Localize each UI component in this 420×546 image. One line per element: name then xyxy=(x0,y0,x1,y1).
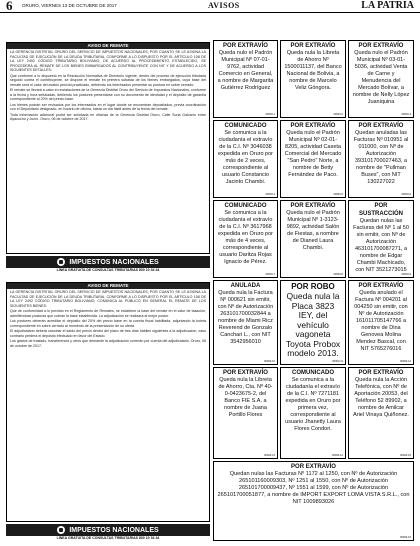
ad-ref: 00000-13 xyxy=(264,454,275,457)
ad-title: POR SUSTRACCIÓN xyxy=(358,203,403,217)
ad-body: Se comunica a la ciudadanía el extravío de la C.I. Nº 3046038 expedida en Oruro por más de 2 veces, correspondiente al usuario Constancio Jacinto Chambi. xyxy=(217,130,274,185)
ad-title: POR EXTRAVÍO xyxy=(223,43,268,49)
ad-body: Queda nulo el Padrón Municipal Nº 03-01-5036, actividad Venta de Carne y Menudencia del Mercado Bolívar, a nombre de Nelly López Juaniquina xyxy=(352,50,410,105)
ad-title: POR ROBO xyxy=(291,282,335,291)
ad-body: Queda nulo el Padrón Municipal Nº 07-01-9762, actividad Comercio en General, a nombre de Margarita Gutiérrez Rodríguez xyxy=(217,50,274,91)
ad-ref: 00000-2 xyxy=(333,113,343,116)
ad-title: COMUNICADO xyxy=(292,370,334,376)
classified-ad-2 xyxy=(280,40,346,118)
classified-ad-16 xyxy=(213,461,414,541)
notice-paragraph: Que de conformidad a lo previsto en el Reglamento de Remates, se establece la base del remate en el valor de tasación, admitiéndose posturas que cubran la base establecida. La adjudicación se realizará al mejor postor. xyxy=(10,309,206,318)
ad-title: POR EXTRAVÍO xyxy=(223,370,268,376)
notice-title: AVISO DE REMATE xyxy=(7,283,209,289)
impuestos-name: IMPUESTOS NACIONALES xyxy=(69,526,159,534)
impuestos-name: IMPUESTOS NACIONALES xyxy=(69,258,159,266)
ad-body: Queda nula la Libreta de Ahorro, Cta. Nº 40-0-0423675-2, del Banco FIE S.A. a nombre de Juana Portillo Flores xyxy=(218,377,273,418)
notice-paragraph: Los gastos de traslado, transferencia y otros que demande la adjudicación correrán por cuenta del adjudicatario. Oruro, 06 de octubre de 2017. xyxy=(10,339,206,348)
section-title: AVISOS xyxy=(208,1,240,10)
classified-ad-6 xyxy=(348,120,414,198)
impuestos-banner-1 xyxy=(6,256,210,274)
notice-paragraph: LA GERENCIA DISTRITAL ORURO DEL SERVICIO DE IMPUESTOS NACIONALES, POR CUANTO SE LE ASIGNA LA FACULTAD DE EJECUCIÓN DE LA DEUDA TRIBUTARIA, CONFORME A LO DISPUESTO POR EL ARTÍCULO 108 DE LA LEY 2492 CÓDIGO TRIBUTARIO BOLIVIANO, COMUNICA AL PÚBLICO EN GENERAL EL REMATE DE LOS SIGUIENTES BIENES: xyxy=(10,290,206,308)
notice-paragraph: Toda información adicional podrá ser solicitada en oficinas de la Gerencia Distrital Oruro, Calle Soria Galvarro entre Ayacucho y Junín. Oruro, 06 de octubre de 2017. xyxy=(10,112,206,121)
notice-paragraph: El remate se llevará a cabo en instalaciones de la Gerencia Distrital Oruro del Servicio de Impuestos Nacionales, conforme a la fecha y hora señaladas, debiendo los postores presentarse con su documento de identidad y el depósito de garantía correspondiente al 20% del precio base. xyxy=(10,88,206,101)
ad-title: POR EXTRAVÍO xyxy=(290,123,336,129)
notice-paragraph: Que conforme a lo dispuesto en la Resolución Normativa de Directorio vigente, dentro del proceso de ejecución tributaria seguido contra el contribuyente, se dispone el remate en primera subasta de los bienes embargados, cuya base del remate será el valor del avalúo pericial practicado, debiendo los interesados presentar su postura en sobre cerrado. xyxy=(10,73,206,87)
impuestos-logo-icon xyxy=(57,258,65,266)
ad-ref: 00000-11 xyxy=(332,360,343,363)
ad-ref: 00000-14 xyxy=(332,454,343,457)
ad-ref: 00000-16 xyxy=(400,536,411,539)
ad-ref: 00000-7 xyxy=(265,273,275,276)
classified-ad-4 xyxy=(213,120,278,198)
classified-ad-10 xyxy=(213,280,278,365)
notice-body xyxy=(7,289,209,522)
ad-title: POR EXTRAVÍO xyxy=(358,43,404,49)
ad-ref: 00000-6 xyxy=(401,193,411,196)
ad-title: POR EXTRAVÍO xyxy=(290,203,336,209)
ad-title: COMUNICADO xyxy=(224,203,267,209)
classified-ad-8 xyxy=(280,200,346,278)
notice-paragraph: El adjudicatario deberá cancelar el saldo del precio dentro del plazo de tres días hábiles siguientes a la adjudicación, caso contrario perderá el depósito efectuado en favor del Estado. xyxy=(10,329,206,338)
ad-body: Queda nula la Placa 3823 IEY, del vehículo vagoneta Toyota Probox modelo 2013. xyxy=(285,291,341,358)
ad-ref: 00000-8 xyxy=(333,273,343,276)
ad-title: POR EXTRAVÍO xyxy=(358,370,404,376)
ad-body: Queda nula la Acción Telefónica, con Nº de Aportación 20053, del Teléfono 52 89902, a nombre de Amilcar Ariel Vinaya Quiñonez. xyxy=(353,377,409,418)
ad-ref: 00000-10 xyxy=(264,360,275,363)
ad-body: Queda anulado el Factura Nº 004201 al 004250 sin emitir, con Nº de Autorización 161011705147766 a nombre de Dina Genovea Molina Mendez Bascal, con NIT 5765276016 xyxy=(354,290,408,352)
ad-body: Quedan anuladas las Facturas Nº 010951 al 011000, con Nº de Autorización 393101700027463, a nombre de "Pullman Buses", con NIT 130227022 xyxy=(353,130,409,185)
ad-title: ANULADA xyxy=(230,283,261,289)
ad-title: COMUNICADO xyxy=(224,123,267,129)
impuestos-logo-icon xyxy=(57,526,65,534)
classified-ad-15 xyxy=(348,367,414,459)
classified-ad-3 xyxy=(348,40,414,118)
ad-ref: 00000-4 xyxy=(265,193,275,196)
classified-ad-9 xyxy=(348,200,414,278)
auction-notice-2 xyxy=(6,282,210,522)
ad-body: Queda nulo el Padrón Municipal Nº 1-3123-9892, actividad Salón de Fiestas, a nombre de Dianed Laura Chambi. xyxy=(286,210,340,251)
ad-body: Se comunica a la ciudadanía el extravío de la C.I. Nº 7271181 expedida en Oruro por primera vez, correspondiente al usuario Jhanetly Laura Flores Condori. xyxy=(285,377,341,432)
page-header xyxy=(0,0,420,13)
classified-ad-5 xyxy=(280,120,346,198)
ad-ref: 00000-3 xyxy=(401,113,411,116)
ad-title: POR EXTRAVÍO xyxy=(291,464,336,470)
notice-body xyxy=(7,49,209,254)
page-number: 6 xyxy=(6,0,13,13)
classified-ad-7 xyxy=(213,200,278,278)
ad-ref: 00000-9 xyxy=(401,273,411,276)
classified-ad-12 xyxy=(348,280,414,365)
masthead-logo: LA PATRIA xyxy=(361,0,414,11)
ad-body: Queda nula la Factura Nº 000621 sin emitir, con Nº de Autorización 263101700032844 a nombre de Miami Ricz Reverend de Gonzalo Canchari L., con NIT 3542956010 xyxy=(217,290,274,345)
ad-body: Queda nulo el Padrón Municipal Nº 02-01-8205, actividad Caseta Comercial del Mercado "San Pedro" Norte, a nombre de Betty Fernández de Paco. xyxy=(284,130,342,178)
notice-paragraph: Los postores deberán acreditar el depósito del 20% del precio base en la cuenta fiscal habilitada, adjuntando la boleta correspondiente en sobre cerrado al momento de la presentación de su oferta. xyxy=(10,319,206,328)
page-date: ORURO, VIERNES 13 DE OCTUBRE DE 2017 xyxy=(22,3,117,8)
impuestos-hotline: LÍNEA GRATUITA DE CONSULTAS TRIBUTARIAS 800 10 34 44 xyxy=(56,536,160,540)
ad-ref: 00000-1 xyxy=(265,113,275,116)
ad-title: POR EXTRAVÍO xyxy=(290,43,336,49)
ad-body: Quedan nulas las Facturas del Nº 1 al 50 sin emitir, con Nº de Autorización 463101700087271, a nombre de Edgar Chambi Machicado, con NIT 3521273015 xyxy=(353,218,409,273)
ad-ref: 00000-5 xyxy=(333,193,343,196)
ad-body: Quedan nulas las Facturas Nº 1172 al 1250, con Nº de Autorización 265101160009303, Nº 1251 al 1550, con Nº de Autorización 265101700009437, Nº 1551 al 1599, con Nº de Autorización 265101700051877, a nombre de IMPORT EXPORT LOMA VISTA S.R.L., con NIT 1009893026 xyxy=(217,471,410,505)
classified-ad-13 xyxy=(213,367,278,459)
impuestos-banner-2 xyxy=(6,524,210,542)
ad-title: POR EXTRAVÍO xyxy=(358,283,404,289)
ad-body: Queda nula la Libreta de Ahorro Nº 1500011137, del Banco Nacional de Bolivia, a nombre de Marcelo Veliz Góngora. xyxy=(284,50,342,91)
ad-body: Se comunica a la ciudadanía el extravío de la C.I. Nº 3617968 expedida en Oruro por más de 4 veces, correspondiente al usuario Daritza Rojas Ignacio de Pérez. xyxy=(217,210,274,265)
notice-paragraph: Los bienes podrán ser revisados por los interesados en el lugar donde se encuentran depositados, previa coordinación con el Depositario designado, en horario de oficina, hasta un día hábil antes de la fecha del remate. xyxy=(10,102,206,111)
classified-ad-11 xyxy=(280,280,346,365)
notice-paragraph: LA GERENCIA DISTRITAL ORURO DEL SERVICIO DE IMPUESTOS NACIONALES, POR CUANTO SE LE ASIGNA LA FACULTAD DE EJECUCIÓN DE LA DEUDA TRIBUTARIA, CONFORME A LO DISPUESTO POR EL ARTÍCULO 108 DE LA LEY 2492 CÓDIGO TRIBUTARIO BOLIVIANO, DE ACUERDO AL PROCEDIMIENTO ESTABLECIDO, SE PROCEDERÁ AL REMATE DE LOS BIENES EMBARGADOS AL CONTRIBUYENTE CON NIT Y DE ACUERDO A LOS SIGUIENTES DETALLES: xyxy=(10,50,206,72)
classified-ad-14 xyxy=(280,367,346,459)
notice-title: AVISO DE REMATE xyxy=(7,43,209,49)
ad-title: POR EXTRAVÍO xyxy=(358,123,404,129)
classified-ad-1 xyxy=(213,40,278,118)
impuestos-hotline: LÍNEA GRATUITA DE CONSULTAS TRIBUTARIAS 800 10 34 44 xyxy=(56,268,160,272)
auction-notice-1 xyxy=(6,42,210,254)
ad-ref: 00000-15 xyxy=(400,454,411,457)
ad-ref: 00000-12 xyxy=(400,360,411,363)
